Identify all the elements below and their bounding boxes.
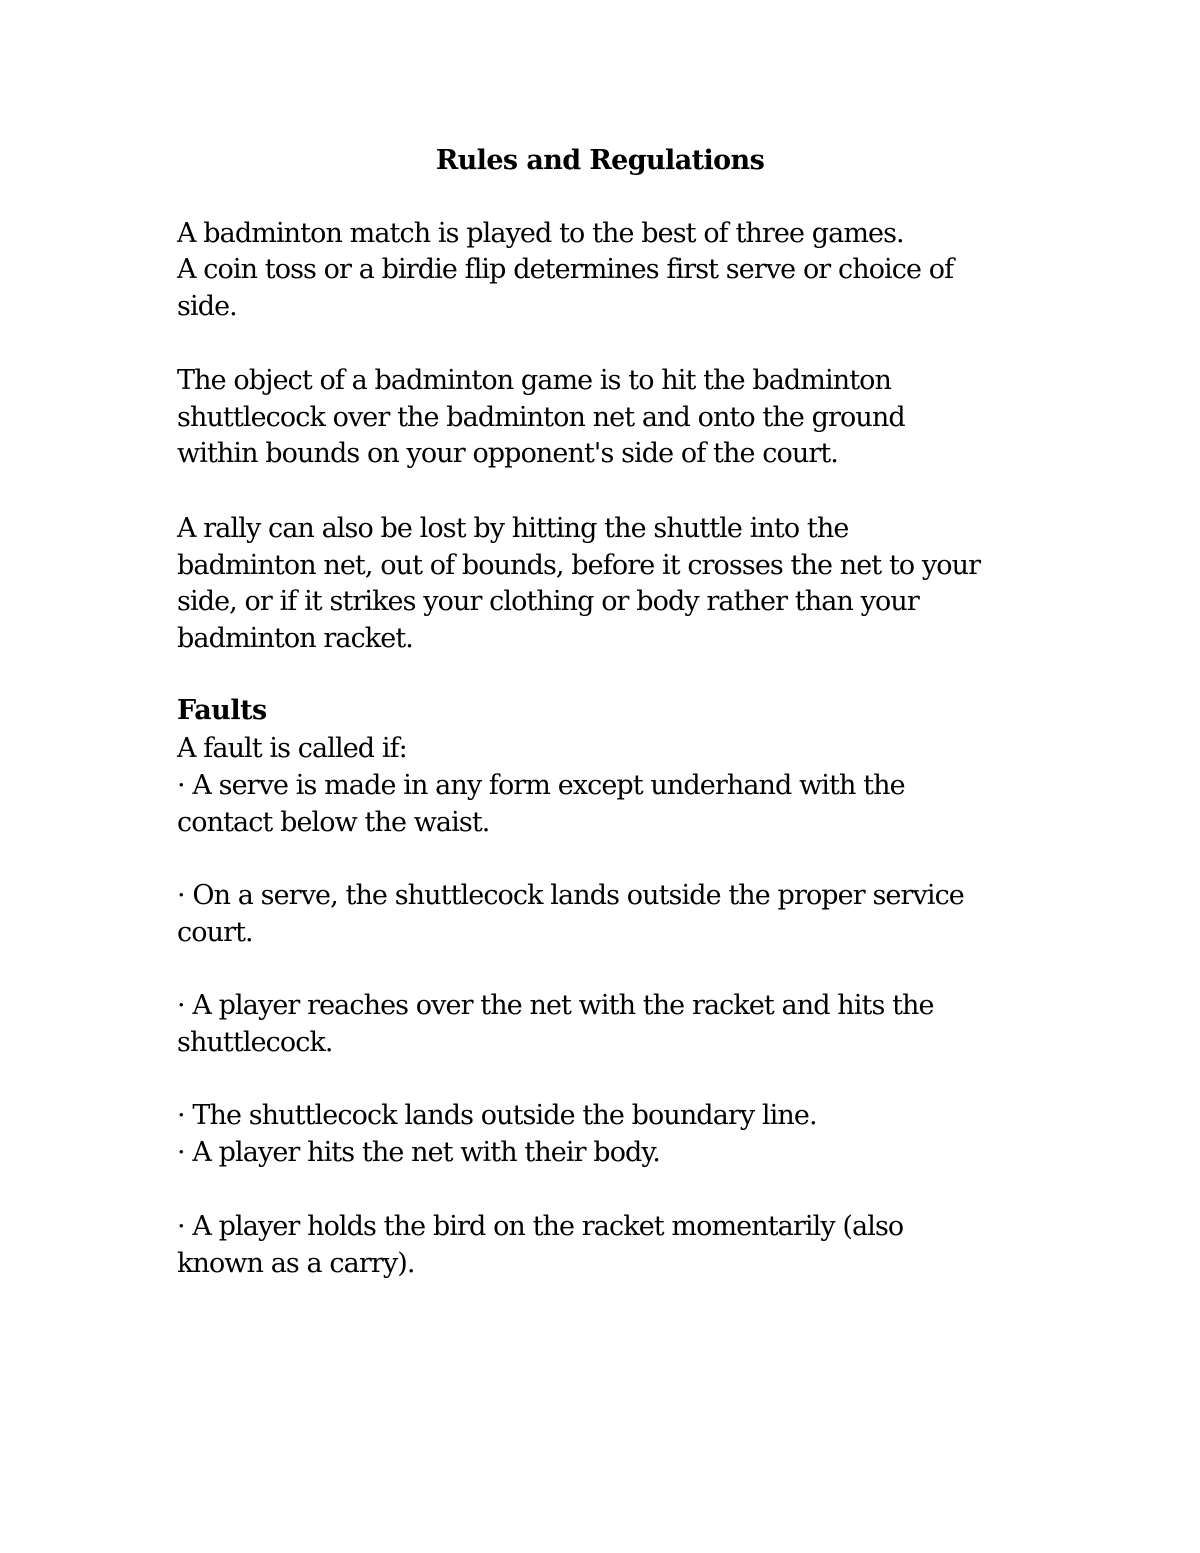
intro-line-1: A badminton match is played to the best of three games.: [177, 218, 904, 249]
fault-item-6-line-1: · A player holds the bird on the racket momentarily (also: [177, 1211, 904, 1242]
fault-item-1-line-2: contact below the waist.: [177, 807, 490, 838]
intro-line-2: A coin toss or a birdie flip determines first serve or choice of: [177, 254, 954, 285]
rally-line-1: A rally can also be lost by hitting the shuttle into the: [177, 513, 849, 544]
objective-line-1: The object of a badminton game is to hit the badminton: [177, 365, 892, 396]
objective-line-2: shuttlecock over the badminton net and onto the ground: [177, 402, 905, 433]
objective-line-3: within bounds on your opponent's side of the court.: [177, 438, 838, 469]
fault-item-3-line-1: · A player reaches over the net with the racket and hits the: [177, 990, 934, 1021]
fault-item-3-line-2: shuttlecock.: [177, 1027, 333, 1058]
rally-line-3: side, or if it strikes your clothing or body rather than your: [177, 586, 919, 617]
fault-item-1-line-1: · A serve is made in any form except underhand with the: [177, 770, 905, 801]
fault-item-4-line-1: · The shuttlecock lands outside the boundary line.: [177, 1100, 817, 1131]
rally-line-2: badminton net, out of bounds, before it crosses the net to your: [177, 550, 981, 581]
fault-item-5-line-1: · A player hits the net with their body.: [177, 1137, 660, 1168]
fault-item-6-line-2: known as a carry).: [177, 1248, 415, 1279]
faults-heading: Faults: [177, 695, 267, 726]
fault-item-2-line-2: court.: [177, 917, 253, 948]
fault-item-2-line-1: · On a serve, the shuttlecock lands outside the proper service: [177, 880, 964, 911]
page-title: Rules and Regulations: [435, 145, 765, 176]
intro-line-3: side.: [177, 291, 237, 322]
rally-line-4: badminton racket.: [177, 623, 413, 654]
faults-intro: A fault is called if:: [177, 733, 407, 764]
